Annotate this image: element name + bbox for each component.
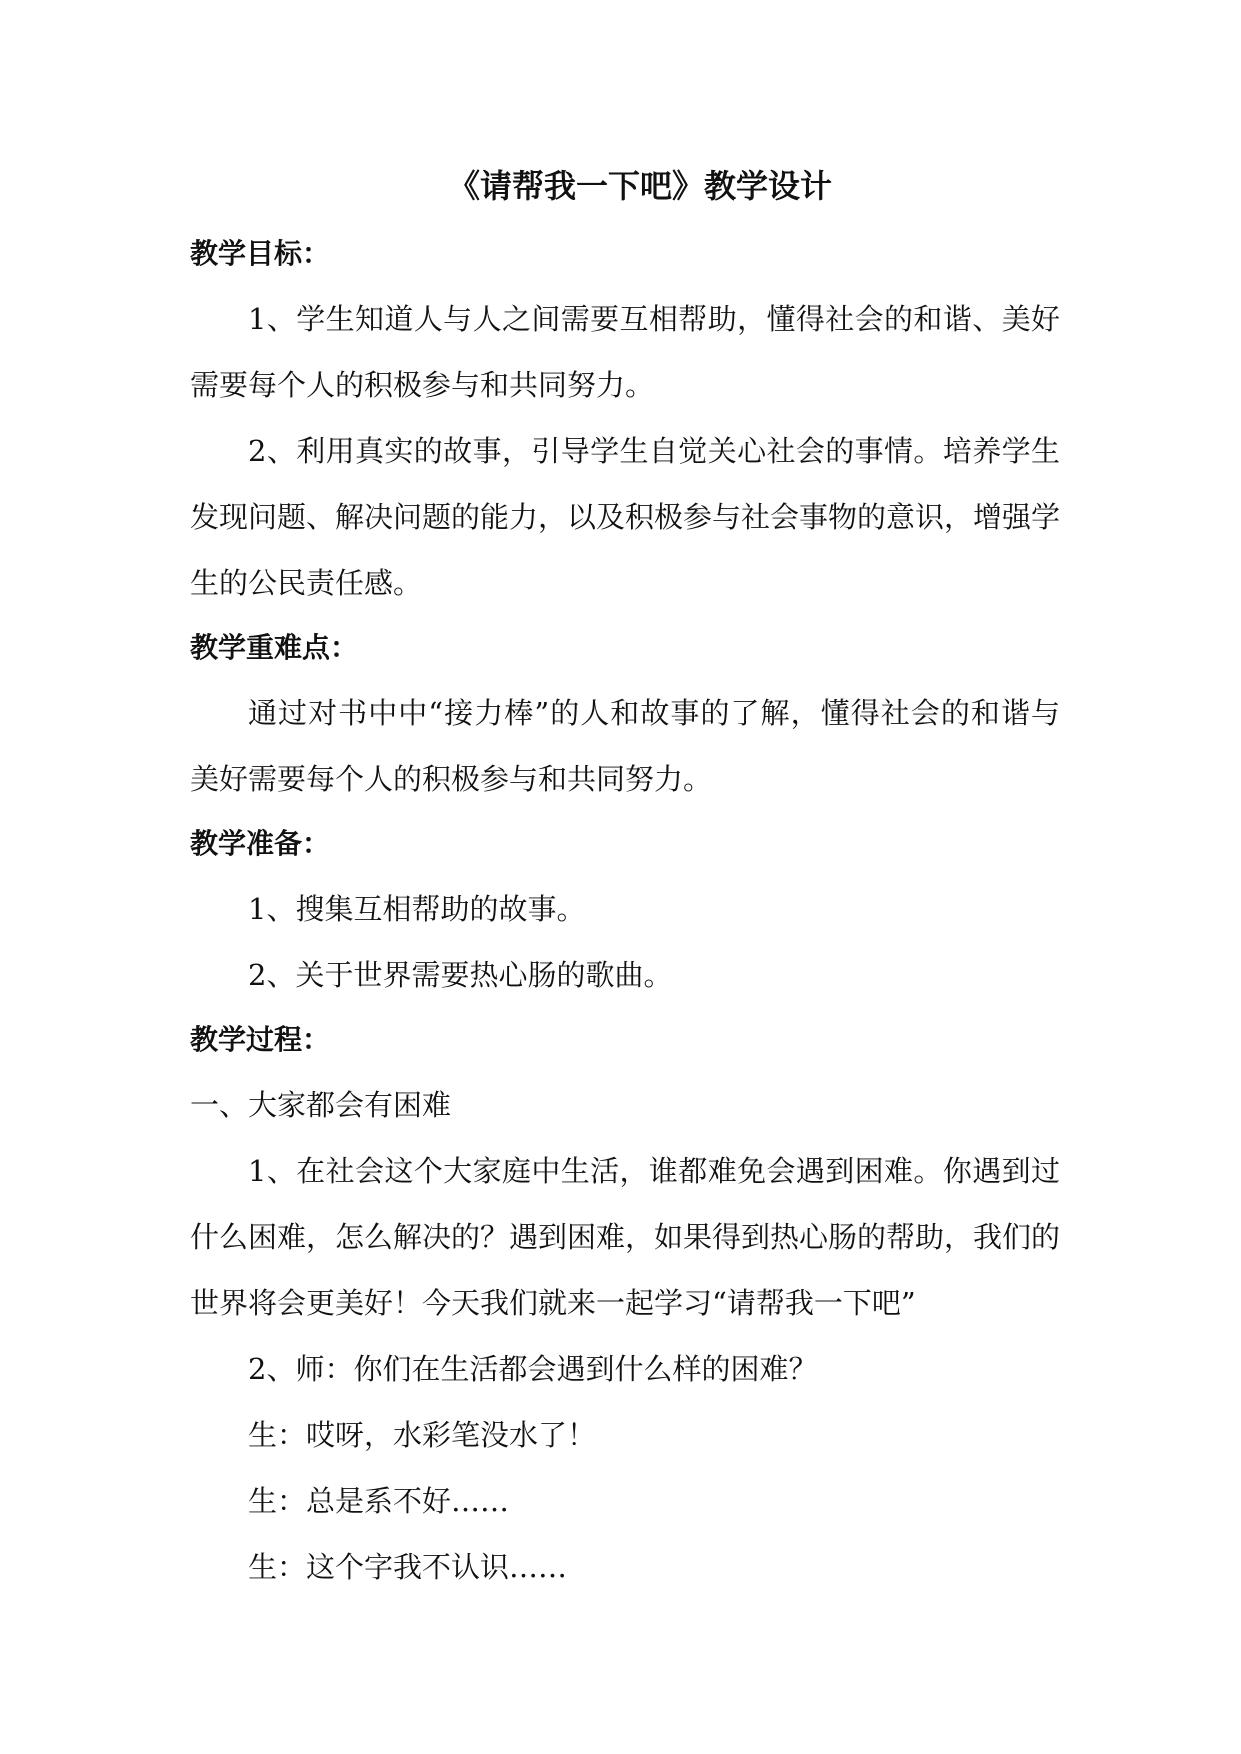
keypoints-heading: 教学重难点： <box>190 631 359 664</box>
student-line-3: 生：这个字我不认识…… <box>248 1550 568 1584</box>
document-title: 《请帮我一下吧》教学设计 <box>447 167 832 205</box>
process-item-2: 2、师：你们在生活都会遇到什么样的困难？ <box>248 1352 818 1386</box>
student-line-1: 生：哎呀，水彩笔没水了！ <box>248 1418 597 1452</box>
preparation-heading: 教学准备： <box>190 827 331 860</box>
document-page <box>190 160 1060 1600</box>
process-heading: 教学过程： <box>190 1023 331 1056</box>
objective-item-2: 2、利用真实的故事，引导学生自觉关心社会的事情。培养学生发现问题、解决问题的能力，以及积极参与社会事物的意识，增强学生的公民责任感。 <box>190 434 1061 600</box>
objective-item-1: 1、学生知道人与人之间需要互相帮助，懂得社会的和谐、美好需要每个人的积极参与和共同努力。 <box>190 302 1060 402</box>
preparation-item-2: 2、关于世界需要热心肠的歌曲。 <box>248 958 673 992</box>
keypoints-text: 通过对书中中“接力棒”的人和故事的了解，懂得社会的和谐与美好需要每个人的积极参与和共同努力。 <box>190 696 1060 796</box>
objectives-heading: 教学目标： <box>190 237 331 270</box>
preparation-item-1: 1、搜集互相帮助的故事。 <box>248 892 586 926</box>
student-line-2: 生：总是系不好…… <box>248 1484 510 1518</box>
process-item-1: 1、在社会这个大家庭中生活，谁都难免会遇到困难。你遇到过什么困难，怎么解决的？遇到困难，如果得到热心肠的帮助，我们的世界将会更美好！今天我们就来一起学习“请帮我一下吧” <box>190 1154 1061 1320</box>
process-part1-title: 一、大家都会有困难 <box>190 1088 452 1122</box>
